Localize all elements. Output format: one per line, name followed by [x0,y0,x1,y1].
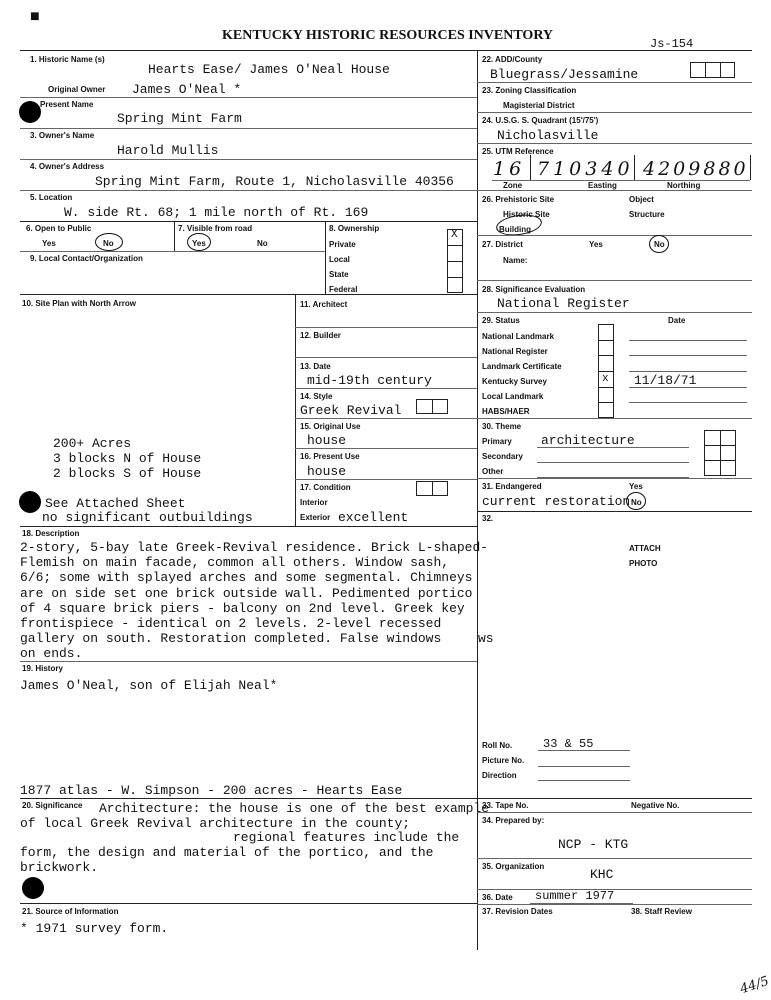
rule [20,190,477,191]
rule [295,357,477,358]
owner-name-value: Harold Mullis [117,143,219,158]
f26-label: 26. Prehistoric Site [482,195,555,204]
description-overflow: ws [478,631,494,646]
form-title: KENTUCKY HISTORIC RESOURCES INVENTORY [222,28,554,43]
significance-line: brickwork. [20,860,99,875]
rule [20,798,477,799]
rule [295,448,477,449]
top-rule [20,50,752,51]
f37-label: 37. Revision Dates [482,907,553,916]
present-name-value: Spring Mint Farm [117,111,242,126]
utm-northing: 4209880 [643,158,749,180]
prepared-by-value: NCP - KTG [558,837,629,852]
rule [477,280,752,281]
quadrant-value: Nicholasville [497,128,599,143]
punch-hole [22,877,44,899]
f10-label: 10. Site Plan with North Arrow [22,299,136,308]
rule [492,180,750,181]
direction-label: Direction [482,771,517,780]
source-value: * 1971 survey form. [20,921,169,936]
theme-other-label: Other [482,467,504,476]
f31-yes: Yes [629,482,643,491]
description-line: gallery on south. Restoration completed. False windows [20,631,442,647]
negative-label: Negative No. [631,801,680,810]
description-text [20,540,488,662]
rule [537,462,689,463]
rule [629,402,747,403]
rule [530,155,531,180]
f19-label: 19. History [22,664,63,673]
f17-exterior: Exterior [300,513,331,522]
rule [598,387,614,388]
f8-private: Private [329,240,356,249]
f27-label: 27. District [482,240,523,249]
rule [598,355,614,356]
site-plan-north: 3 blocks N of House [53,451,202,466]
f3-label: 3. Owner's Name [30,131,95,140]
f26-object: Object [629,195,654,204]
site-plan-acres: 200+ Acres [53,436,132,451]
f23-label: 23. Zoning Classification [482,86,577,95]
utm-easting: 710340 [537,158,634,180]
rule [20,294,477,295]
rule [20,903,477,904]
f17-label: 17. Condition [300,483,351,492]
rule [20,159,477,160]
theme-primary-value: architecture [541,433,635,448]
rule [432,399,433,414]
rule [477,418,752,419]
utm-zone: 16 [493,158,526,180]
description-line: 2-story, 5-bay late Greek-Revival residence. Brick L-shaped- [20,540,489,555]
f23-sub: Magisterial District [503,101,575,110]
f30-label: 30. Theme [482,422,522,431]
f8-federal: Federal [329,285,358,294]
history-atlas: 1877 atlas - W. Simpson - 200 acres - Hearts Ease [20,783,403,798]
f6-no-circle [95,233,123,251]
picture-label: Picture No. [482,756,525,765]
original-owner-value: James O'Neal * [132,82,242,97]
f31-no: No [631,498,642,507]
original-use-value: house [307,433,347,448]
f31-label: 31. Endangered [482,482,542,491]
attach-label: ATTACH [629,544,661,553]
f8-private-mark: X [451,229,458,241]
rule [477,478,752,479]
county-code-boxes[interactable] [690,62,735,78]
rule [598,340,614,341]
see-attached-sheet: See Attached Sheet [45,496,186,511]
f7-label: 7. Visible from road [178,224,253,233]
significance-line: Architecture: the house is one of the best example [99,801,490,816]
f7-yes-circle [187,233,211,251]
rule [720,430,721,476]
condition-value: excellent [338,510,409,525]
history-value: James O'Neal, son of Elijah Neal* [20,678,278,693]
rule [750,155,751,180]
f22-label: 22. ADD/County [482,55,543,64]
rule [20,128,477,129]
status-national-landmark: National Landmark [482,332,555,341]
significance-line: of local Greek Revival architecture in the county; [20,816,411,831]
f15-label: 15. Original Use [300,422,361,431]
status-local-landmark: Local Landmark [482,392,544,401]
roll-value: 33 & 55 [543,737,594,751]
rule [477,312,752,313]
f27-name: Name: [503,256,528,265]
handwritten-note: 44/5 [738,973,771,998]
status-landmark-certificate: Landmark Certificate [482,362,562,371]
f26-historic-site: Historic Site [503,210,550,219]
rule [538,750,630,751]
f11-label: 11. Architect [300,300,348,309]
rule [477,812,752,813]
f35-label: 35. Organization [482,862,545,871]
rule [477,143,752,144]
rule [20,221,477,222]
rule [629,355,747,356]
f5-label: 5. Location [30,193,73,202]
rule [720,62,721,78]
f31-no-circle [626,492,646,510]
form-id: Js-154 [650,37,694,51]
rule [20,661,477,662]
f7-no: No [257,239,268,248]
owner-address-value: Spring Mint Farm, Route 1, Nicholasville 40356 [95,174,454,189]
f2-label: Present Name [40,100,94,109]
f38-label: 38. Staff Review [631,907,692,916]
rule [477,235,752,236]
kentucky-survey-date: 11/18/71 [634,373,697,388]
description-line: of 4 square brick piers - balcony on 2nd level. Greek key [20,600,465,616]
f34-label: 34. Prepared by: [482,816,545,825]
f18-label: 18. Description [22,529,80,538]
description-line: 6/6; some with splayed arches and some segmental. Chimneys [20,570,473,586]
f16-label: 16. Present Use [300,452,360,461]
rule [447,277,463,278]
f26-building: Building [499,225,531,234]
corner-mark: ■ [30,8,40,25]
rule [295,327,477,328]
f8-local: Local [329,255,350,264]
punch-hole [19,491,41,513]
f8-state: State [329,270,349,279]
rule [295,479,477,480]
rule [295,418,477,419]
date-value: mid-19th century [307,373,432,388]
f8-label: 8. Ownership [329,224,380,233]
f6-label: 6. Open to Public [26,224,92,233]
rule [537,447,689,448]
f29-date-label: Date [668,316,686,325]
punch-hole [19,101,41,123]
present-use-value: house [307,464,347,479]
photo-label: PHOTO [629,559,658,568]
rule [598,402,614,403]
significance-evaluation-value: National Register [497,296,630,311]
kentucky-survey-mark: x [602,373,609,385]
roll-label: Roll No. [482,741,513,750]
rule [477,858,752,859]
rule [477,112,752,113]
rule [477,511,752,512]
endangered-value: current restoration [482,494,631,509]
f21-label: 21. Source of Information [22,907,119,916]
f29-label: 29. Status [482,316,520,325]
f28-label: 28. Significance Evaluation [482,285,586,294]
status-habs-haer: HABS/HAER [482,407,530,416]
rule [704,460,736,461]
f25-label: 25. UTM Reference [482,147,554,156]
rule [295,388,477,389]
rule [432,481,433,496]
description-line: Flemish on main facade, common all others. Window sash, [20,555,450,571]
description-line: on ends. [20,646,83,662]
description-line: frontispiece - identical on 2 levels. 2-level recessed [20,616,442,632]
theme-primary-label: Primary [482,437,512,446]
rule [705,62,706,78]
rule [629,340,747,341]
f9-label: 9. Local Contact/Organization [30,254,143,263]
rule [538,780,630,781]
description-line: are on side set one brick outside wall. Pedimented portico [20,585,473,601]
f1-label: 1. Historic Name (s) [30,55,105,64]
f20-label: 20. Significance [22,801,83,810]
rule [477,889,752,890]
rule [20,251,325,252]
f27-no: No [654,240,665,249]
rule [704,445,736,446]
rule [477,798,752,799]
site-plan-south: 2 blocks S of House [53,466,202,481]
f7-yes: Yes [192,239,206,248]
f12-label: 12. Builder [300,331,341,340]
outbuildings-note: no significant outbuildings [42,510,253,525]
utm-northing-label: Northing [667,181,701,190]
form-date-value: summer 1977 [535,889,615,903]
f33-label: 33. Tape No. [482,801,529,810]
f4-label: 4. Owner's Address [30,162,105,171]
rule [20,526,477,527]
historic-name-value: Hearts Ease/ James O'Neal House [148,62,390,77]
f27-yes: Yes [589,240,603,249]
original-owner-label: Original Owner [48,85,106,94]
utm-easting-label: Easting [588,181,617,190]
location-value: W. side Rt. 68; 1 mile north of Rt. 169 [64,205,369,220]
rule [477,904,752,905]
significance-line: form, the design and material of the portico, and the [20,845,434,860]
f26-structure: Structure [629,210,665,219]
rule [174,221,175,251]
rule [598,371,614,372]
rule [447,245,463,246]
rule [325,221,326,294]
theme-secondary-label: Secondary [482,452,523,461]
f6-no: No [103,239,114,248]
status-kentucky-survey: Kentucky Survey [482,377,547,386]
rule [538,766,630,767]
rule [447,261,463,262]
rule [20,97,477,98]
f17-interior: Interior [300,498,328,507]
f6-yes: Yes [42,239,56,248]
rule [629,371,747,372]
rule [634,155,635,180]
f27-no-circle [649,235,669,253]
f24-label: 24. U.S.G. S. Quadrant (15'/75') [482,116,599,125]
rule [477,190,752,191]
rule [477,82,752,83]
f36-label: 36. Date [482,893,513,902]
status-national-register: National Register [482,347,548,356]
rule [295,294,296,526]
organization-value: KHC [590,867,614,882]
county-value: Bluegrass/Jessamine [490,67,639,82]
f13-label: 13. Date [300,362,331,371]
f14-label: 14. Style [300,392,333,401]
utm-zone-label: Zone [503,181,523,190]
f32-label: 32. [482,514,494,523]
significance-line: regional features include the [233,830,460,845]
style-value: Greek Revival [300,403,402,418]
